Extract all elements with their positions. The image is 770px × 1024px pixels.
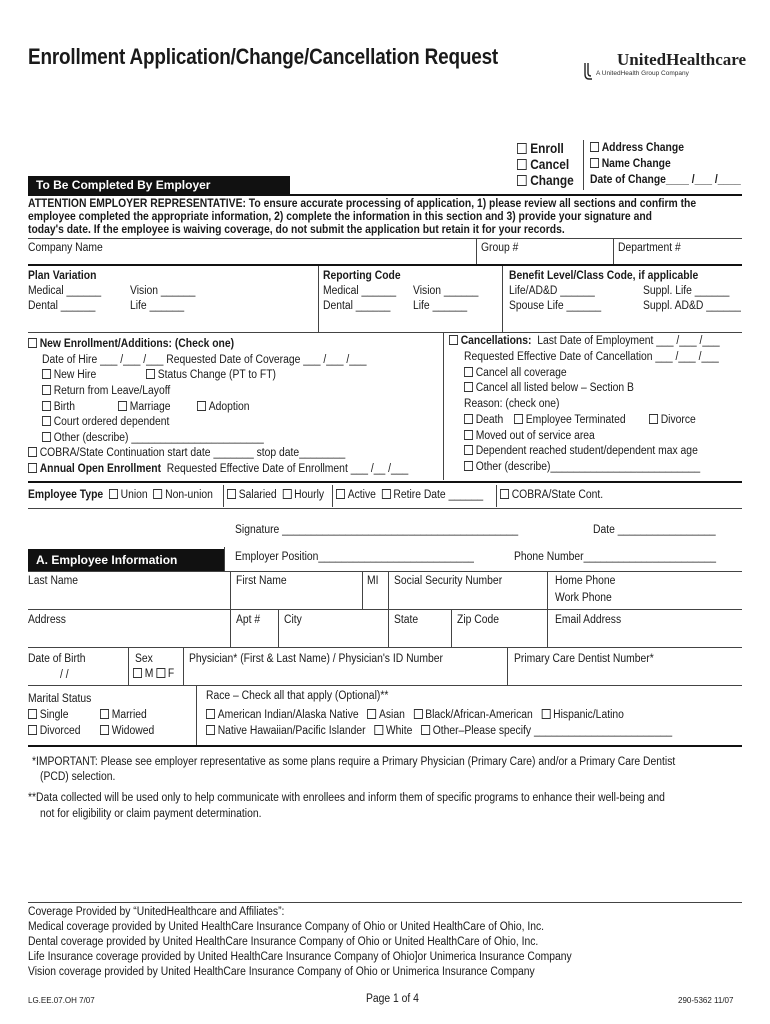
cobra-cont-checkbox[interactable]: [500, 489, 509, 499]
cancel-checkbox[interactable]: [517, 159, 527, 170]
logo-tagline: A UnitedHealth Group Company: [596, 70, 689, 77]
coverage-line-1: Coverage Provided by “UnitedHealthcare and Affiliates”:: [28, 906, 285, 918]
change-checkbox[interactable]: [517, 175, 527, 186]
hawaiian-checkbox[interactable]: [206, 725, 215, 735]
marriage-label: Marriage: [129, 401, 171, 413]
cobra-label: COBRA/State Continuation start date _______ stop date________: [39, 447, 346, 459]
important-note-1: *IMPORTANT: Please see employer representative as some plans require a Primary Physician (Primary Care) and/or a Primary Care Dentist: [32, 756, 676, 768]
date-of-change[interactable]: Date of Change____ /___ /____: [590, 174, 741, 186]
divorced-option[interactable]: [28, 725, 81, 737]
apt-field[interactable]: Apt #: [236, 614, 261, 626]
sex-f-label: F: [167, 668, 175, 680]
single-option[interactable]: [28, 709, 68, 721]
annual-enrollment-date: Requested Effective Date of Enrollment ___ /__ /___: [166, 463, 409, 475]
annual-enrollment-label: Annual Open Enrollment: [39, 463, 162, 475]
employer-position-field[interactable]: Employer Position___________________________: [235, 551, 474, 563]
data-note-1: **Data collected will be used only to help communicate with enrollees and inform them of specific programs to enhance their well-being and: [28, 792, 665, 804]
address-change-option[interactable]: [590, 142, 684, 154]
married-label: Married: [111, 709, 147, 721]
life-add-field[interactable]: Life/AD&D ______: [509, 285, 595, 297]
birth-checkbox[interactable]: [42, 401, 51, 411]
coverage-line-5: Vision coverage provided by United HealthCare Insurance Company of Ohio or Unimerica Insurance Company: [28, 966, 535, 978]
cancel-all-checkbox[interactable]: [464, 367, 473, 377]
asian-checkbox[interactable]: [367, 709, 376, 719]
enroll-option[interactable]: [517, 141, 564, 156]
status-change-option[interactable]: [146, 369, 276, 381]
date-of-hire-field[interactable]: Date of Hire ___ /___ /___ Requested Date of Coverage ___ /___ /___: [42, 354, 367, 366]
coverage-line-2: Medical coverage provided by United HealthCare Insurance Company of Ohio or United HealthCare of Ohio, Inc.: [28, 921, 545, 933]
divorce-checkbox[interactable]: [649, 414, 658, 424]
name-change-option[interactable]: [590, 158, 671, 170]
annual-enrollment-option[interactable]: [28, 463, 408, 475]
date-field[interactable]: Date _________________: [593, 524, 716, 536]
attention-line-1: ATTENTION EMPLOYER REPRESENTATIVE: To ensure accurate processing of application, 1) please review all sections and confirm the: [28, 198, 697, 210]
moved-checkbox[interactable]: [464, 430, 473, 440]
other-cancel-option[interactable]: [464, 461, 700, 473]
return-leave-option[interactable]: [42, 385, 170, 397]
suppl-add-field[interactable]: Suppl. AD&D ______: [643, 300, 741, 312]
marital-status-label: Marital Status: [28, 693, 92, 705]
widowed-checkbox[interactable]: [100, 725, 109, 735]
dependent-max-checkbox[interactable]: [464, 445, 473, 455]
divorced-label: Divorced: [39, 725, 81, 737]
black-checkbox[interactable]: [414, 709, 423, 719]
sex-m-checkbox[interactable]: [133, 668, 142, 678]
union-label: Union: [120, 489, 148, 501]
physician-field[interactable]: Physician* (First & Last Name) / Physician's ID Number: [189, 653, 443, 665]
employee-info-header: [28, 549, 224, 571]
race-label: Race – Check all that apply (Optional)**: [206, 690, 389, 702]
other-enrollment-label: Other (describe) _______________________: [53, 432, 264, 444]
spouse-life-field[interactable]: Spouse Life ______: [509, 300, 602, 312]
court-ordered-label: Court ordered dependent: [53, 416, 170, 428]
phone-number-field[interactable]: Phone Number_______________________: [514, 551, 717, 563]
nonunion-label: Non-union: [165, 489, 213, 501]
employee-type-label: Employee Type: [28, 489, 104, 501]
dependent-max-label: Dependent reached student/dependent max age: [475, 445, 698, 457]
single-label: Single: [39, 709, 69, 721]
benefit-level-label: Benefit Level/Class Code, if applicable: [509, 270, 699, 282]
change-label: Change: [530, 173, 574, 188]
page-title: Enrollment Application/Change/Cancellation Request: [28, 44, 499, 69]
name-change-label: Name Change: [601, 158, 671, 170]
last-name-field[interactable]: Last Name: [28, 575, 79, 587]
department-number-field[interactable]: Department #: [618, 242, 681, 254]
salaried-label: Salaried: [238, 489, 277, 501]
reporting-code-label: Reporting Code: [323, 270, 401, 282]
last-date-employment: Last Date of Employment ___ /___ /___: [537, 335, 720, 347]
rc-life-field[interactable]: Life ______: [413, 300, 468, 312]
employer-section-header: [28, 176, 290, 194]
dentist-field[interactable]: Primary Care Dentist Number*: [514, 653, 654, 665]
logo: UnitedHealthcare: [617, 50, 747, 69]
moved-option[interactable]: [464, 430, 595, 442]
new-hire-option[interactable]: [42, 369, 96, 381]
terminated-checkbox[interactable]: [514, 414, 523, 424]
company-name-field[interactable]: Company Name: [28, 242, 103, 254]
retire-checkbox[interactable]: [382, 489, 391, 499]
nonunion-checkbox[interactable]: [153, 489, 162, 499]
attention-line-3: today's date. If the employee is waiving coverage, do not submit the application but retain it for your records.: [28, 224, 565, 236]
union-checkbox[interactable]: [109, 489, 118, 499]
address-change-checkbox[interactable]: [590, 142, 599, 152]
retire-label: Retire Date ______: [393, 489, 484, 501]
return-leave-label: Return from Leave/Layoff: [53, 385, 171, 397]
hawaiian-label: Native Hawaiian/Pacific Islander: [217, 725, 366, 737]
city-field[interactable]: City: [284, 614, 302, 626]
return-leave-checkbox[interactable]: [42, 385, 51, 395]
plan-life-field[interactable]: Life ______: [130, 300, 185, 312]
cancel-label: Cancel: [530, 157, 570, 172]
birth-option[interactable]: [42, 401, 75, 413]
amer-indian-checkbox[interactable]: [206, 709, 215, 719]
new-enrollment-checkbox[interactable]: [28, 338, 37, 348]
single-checkbox[interactable]: [28, 709, 37, 719]
footer-form-code: LG.EE.07.OH 7/07: [28, 996, 95, 1005]
death-option[interactable]: [464, 414, 503, 426]
employee-type-row: [28, 489, 213, 501]
plan-medical-field[interactable]: Medical ______: [28, 285, 102, 297]
race-row-2: [206, 725, 672, 737]
status-change-label: Status Change (PT to FT): [157, 369, 277, 381]
sex-label: Sex: [135, 653, 153, 665]
state-field[interactable]: State: [394, 614, 419, 626]
cancel-all-option[interactable]: [464, 367, 567, 379]
cancel-listed-checkbox[interactable]: [464, 382, 473, 392]
annual-enrollment-checkbox[interactable]: [28, 463, 37, 473]
amer-indian-label: American Indian/Alaska Native: [217, 709, 359, 721]
adoption-checkbox[interactable]: [197, 401, 206, 411]
race-row-1: [206, 709, 624, 721]
cobra-cont-label: COBRA/State Cont.: [511, 489, 604, 501]
rc-dental-field[interactable]: Dental ______: [323, 300, 391, 312]
hispanic-label: Hispanic/Latino: [553, 709, 624, 721]
new-enrollment-header[interactable]: [28, 338, 234, 350]
rc-medical-field[interactable]: Medical ______: [323, 285, 397, 297]
plan-dental-field[interactable]: Dental ______: [28, 300, 96, 312]
salaried-checkbox[interactable]: [227, 489, 236, 499]
hispanic-checkbox[interactable]: [541, 709, 550, 719]
hourly-checkbox[interactable]: [282, 489, 291, 499]
new-hire-checkbox[interactable]: [42, 369, 51, 379]
coverage-line-3: Dental coverage provided by United HealthCare Insurance Company of Ohio or United HealthCare of Ohio, Inc.: [28, 936, 539, 948]
cancel-listed-option[interactable]: [464, 382, 634, 394]
adoption-option[interactable]: [197, 401, 250, 413]
work-phone-field[interactable]: Work Phone: [555, 592, 612, 604]
married-checkbox[interactable]: [100, 709, 109, 719]
moved-label: Moved out of service area: [475, 430, 595, 442]
cancel-option[interactable]: [517, 157, 569, 172]
enroll-checkbox[interactable]: [517, 143, 527, 154]
death-checkbox[interactable]: [464, 414, 473, 424]
attention-line-2: employee completed the appropriate information, 2) complete the information in this section and 3) provide your signature and: [28, 211, 652, 223]
cancellations-option[interactable]: [449, 335, 720, 347]
cobra-option[interactable]: [28, 447, 345, 459]
other-cancel-label: Other (describe)__________________________: [475, 461, 701, 473]
reason-label: Reason: (check one): [464, 398, 560, 410]
requested-cancellation-date[interactable]: Requested Effective Date of Cancellation ___ /___ /___: [464, 351, 719, 363]
asian-label: Asian: [378, 709, 405, 721]
address-change-label: Address Change: [601, 142, 684, 154]
status-change-checkbox[interactable]: [146, 369, 155, 379]
active-checkbox[interactable]: [336, 489, 345, 499]
employee-info-title: A. Employee Information: [36, 553, 178, 567]
group-number-field[interactable]: Group #: [481, 242, 519, 254]
address-field[interactable]: Address: [28, 614, 66, 626]
terminated-label: Employee Terminated: [525, 414, 626, 426]
white-label: White: [385, 725, 413, 737]
plan-variation-label: Plan Variation: [28, 270, 97, 282]
black-label: Black/African-American: [425, 709, 533, 721]
logo-mark-icon: [584, 62, 593, 80]
white-checkbox[interactable]: [374, 725, 383, 735]
cancel-all-label: Cancel all coverage: [475, 367, 567, 379]
change-option[interactable]: [517, 173, 574, 188]
court-ordered-option[interactable]: [42, 416, 169, 428]
divorced-checkbox[interactable]: [28, 725, 37, 735]
active-label: Active: [347, 489, 376, 501]
terminated-option[interactable]: [514, 414, 626, 426]
home-phone-field[interactable]: Home Phone: [555, 575, 616, 587]
widowed-option[interactable]: [100, 725, 154, 737]
important-note-2: (PCD) selection.: [40, 771, 116, 783]
marriage-checkbox[interactable]: [118, 401, 127, 411]
adoption-label: Adoption: [208, 401, 250, 413]
cancel-listed-label: Cancel all listed below – Section B: [475, 382, 634, 394]
dob-label: Date of Birth: [28, 653, 86, 665]
new-hire-label: New Hire: [53, 369, 97, 381]
mi-field[interactable]: MI: [367, 575, 379, 587]
cobra-checkbox[interactable]: [28, 447, 37, 457]
enroll-label: Enroll: [530, 141, 564, 156]
divorce-option[interactable]: [649, 414, 696, 426]
dob-field[interactable]: / /: [60, 669, 69, 681]
married-option[interactable]: [100, 709, 147, 721]
other-enrollment-checkbox[interactable]: [42, 432, 51, 442]
email-field[interactable]: Email Address: [555, 614, 622, 626]
divorce-label: Divorce: [660, 414, 696, 426]
signature-field[interactable]: Signature _________________________________________: [235, 524, 519, 536]
cancellations-checkbox[interactable]: [449, 335, 458, 345]
death-label: Death: [475, 414, 504, 426]
pay-type-row: [227, 489, 324, 501]
ssn-field[interactable]: Social Security Number: [394, 575, 503, 587]
dependent-max-option[interactable]: [464, 445, 698, 457]
name-change-checkbox[interactable]: [590, 158, 599, 168]
rc-vision-field[interactable]: Vision ______: [413, 285, 479, 297]
sex-f-checkbox[interactable]: [156, 668, 165, 678]
cancellations-label: Cancellations:: [460, 335, 532, 347]
page-number: Page 1 of 4: [366, 993, 419, 1005]
other-cancel-checkbox[interactable]: [464, 461, 473, 471]
coverage-line-4: Life Insurance coverage provided by United HealthCare Insurance Company of Ohio]or Unimerica Insurance Company: [28, 951, 572, 963]
data-note-2: not for eligibility or claim payment determination.: [40, 808, 262, 820]
employer-section-title: To Be Completed By Employer: [36, 178, 211, 192]
status-row: [336, 489, 483, 501]
plan-vision-field[interactable]: Vision ______: [130, 285, 196, 297]
zip-field[interactable]: Zip Code: [457, 614, 500, 626]
new-enrollment-label: New Enrollment/Additions: (Check one): [39, 338, 235, 350]
cobra-cont-option[interactable]: [500, 489, 603, 501]
suppl-life-field[interactable]: Suppl. Life ______: [643, 285, 730, 297]
other-race-checkbox[interactable]: [421, 725, 430, 735]
other-enrollment-option[interactable]: [42, 432, 264, 444]
court-ordered-checkbox[interactable]: [42, 416, 51, 426]
widowed-label: Widowed: [111, 725, 155, 737]
first-name-field[interactable]: First Name: [236, 575, 287, 587]
marriage-option[interactable]: [118, 401, 171, 413]
sex-options: [133, 668, 174, 680]
birth-label: Birth: [53, 401, 75, 413]
hourly-label: Hourly: [294, 489, 325, 501]
footer-form-number: 290-5362 11/07: [678, 996, 734, 1005]
sex-m-label: M: [144, 668, 154, 680]
other-race-label: Other–Please specify ________________________: [432, 725, 673, 737]
